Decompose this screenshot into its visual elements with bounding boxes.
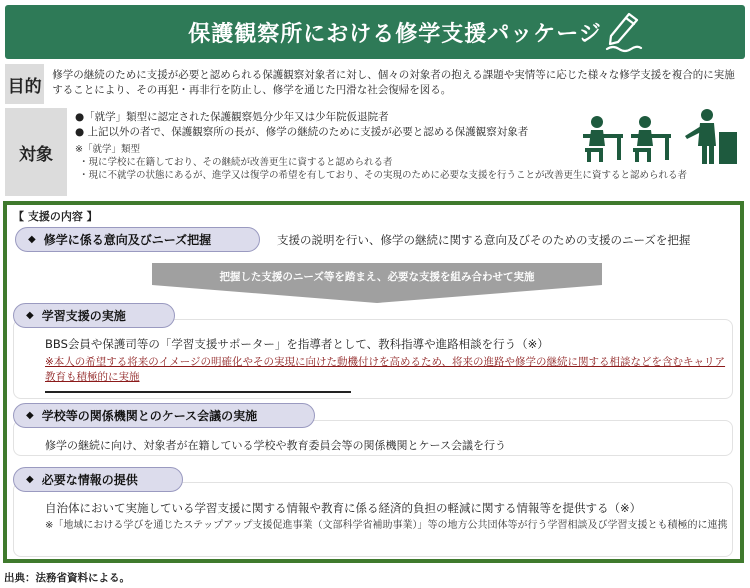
target-item: ●「就学」類型に認定された保護観察処分少年又は少年院仮退院者 [75, 111, 389, 123]
support-heading: 【 支援の内容 】 [13, 210, 98, 223]
diamond-bullet-icon: ◆ [26, 474, 34, 485]
purpose-label: 目的 [5, 64, 44, 104]
information-provision-note: ※「地域における学びを通じたステップアップ支援促進事業（文部科学省補助事業）」等の地方公共団体等が行う学習相談及び学習支援とも積極的に連携 [45, 520, 728, 531]
learning-support-note: ※本人の希望する将来のイメージの明確化やその実現に向けた動機付けを高めるため、将来の進路や修学の継続に関する相談などを含むキャリア教育も積極的に実施 [45, 356, 726, 383]
emphasis-underline [45, 391, 351, 393]
case-meeting-text: 修学の継続に向け、対象者が在籍している学校や教育委員会等の関係機関とケース会議を行う [45, 439, 507, 452]
support-contents-panel [3, 201, 744, 563]
diamond-bullet-icon: ◆ [26, 410, 34, 421]
step-needs-assessment-text: 支援の説明を行い、修学の継続に関する意向及びそのための支援のニーズを把握 [277, 233, 691, 247]
target-body [67, 108, 745, 196]
page-title: 保護観察所における修学支援パッケージ [188, 21, 602, 47]
step-label: 学習支援の実施 [41, 309, 126, 323]
step-needs-assessment-pill [15, 227, 260, 252]
target-note-heading: ※「就学」類型 [75, 144, 140, 155]
students-and-teacher-icon [579, 108, 741, 170]
step-case-meeting-pill [13, 403, 315, 428]
learning-support-text: BBS会員や保護司等の「学習支援サポーター」を指導者として、教科指導や進路相談を行う（※） [45, 337, 549, 351]
information-provision-text: 自治体において実施している学習支援に関する情報や教育に係る経済的負担の軽減に関する情報等を提供する（※） [45, 501, 642, 515]
purpose-section [5, 64, 745, 104]
pencil-icon [601, 11, 645, 53]
arrow-caption: 把握した支援のニーズ等を踏まえ、必要な支援を組み合わせて実施 [219, 271, 535, 283]
target-note-line: ・現に不就学の状態にあるが、進学又は復学の希望を有しており、その実現のために必要な支援を行うことが改善更生に資すると認められる者 [79, 170, 688, 181]
diamond-bullet-icon: ◆ [28, 234, 36, 245]
target-note-line: ・現に学校に在籍しており、その継続が改善更生に資すると認められる者 [79, 157, 393, 168]
step-label: 必要な情報の提供 [41, 473, 138, 487]
step-label: 修学に係る意向及びニーズ把握 [43, 233, 212, 247]
target-label: 対象 [5, 108, 67, 196]
purpose-text: 修学の継続のために支援が必要と認められる保護観察対象者に対し、個々の対象者の抱える課題や実情等に応じた様々な修学支援を複合的に実施することにより、その再犯・再非行を防止し、修学を通じた円滑な社会復帰を図る。 [52, 69, 735, 96]
target-item: ● 上記以外の者で、保護観察所の長が、修学の継続のために支援が必要と認める保護観察対象者 [75, 126, 529, 138]
title-banner [5, 5, 745, 59]
combine-support-arrow [152, 263, 602, 303]
target-section [5, 108, 745, 196]
step-learning-support-pill [13, 303, 175, 328]
step-information-provision-pill [13, 467, 183, 492]
source-citation: 出典：法務省資料による。 [4, 572, 130, 584]
step-label: 学校等の関係機関とのケース会議の実施 [41, 409, 258, 423]
diamond-bullet-icon: ◆ [26, 310, 34, 321]
